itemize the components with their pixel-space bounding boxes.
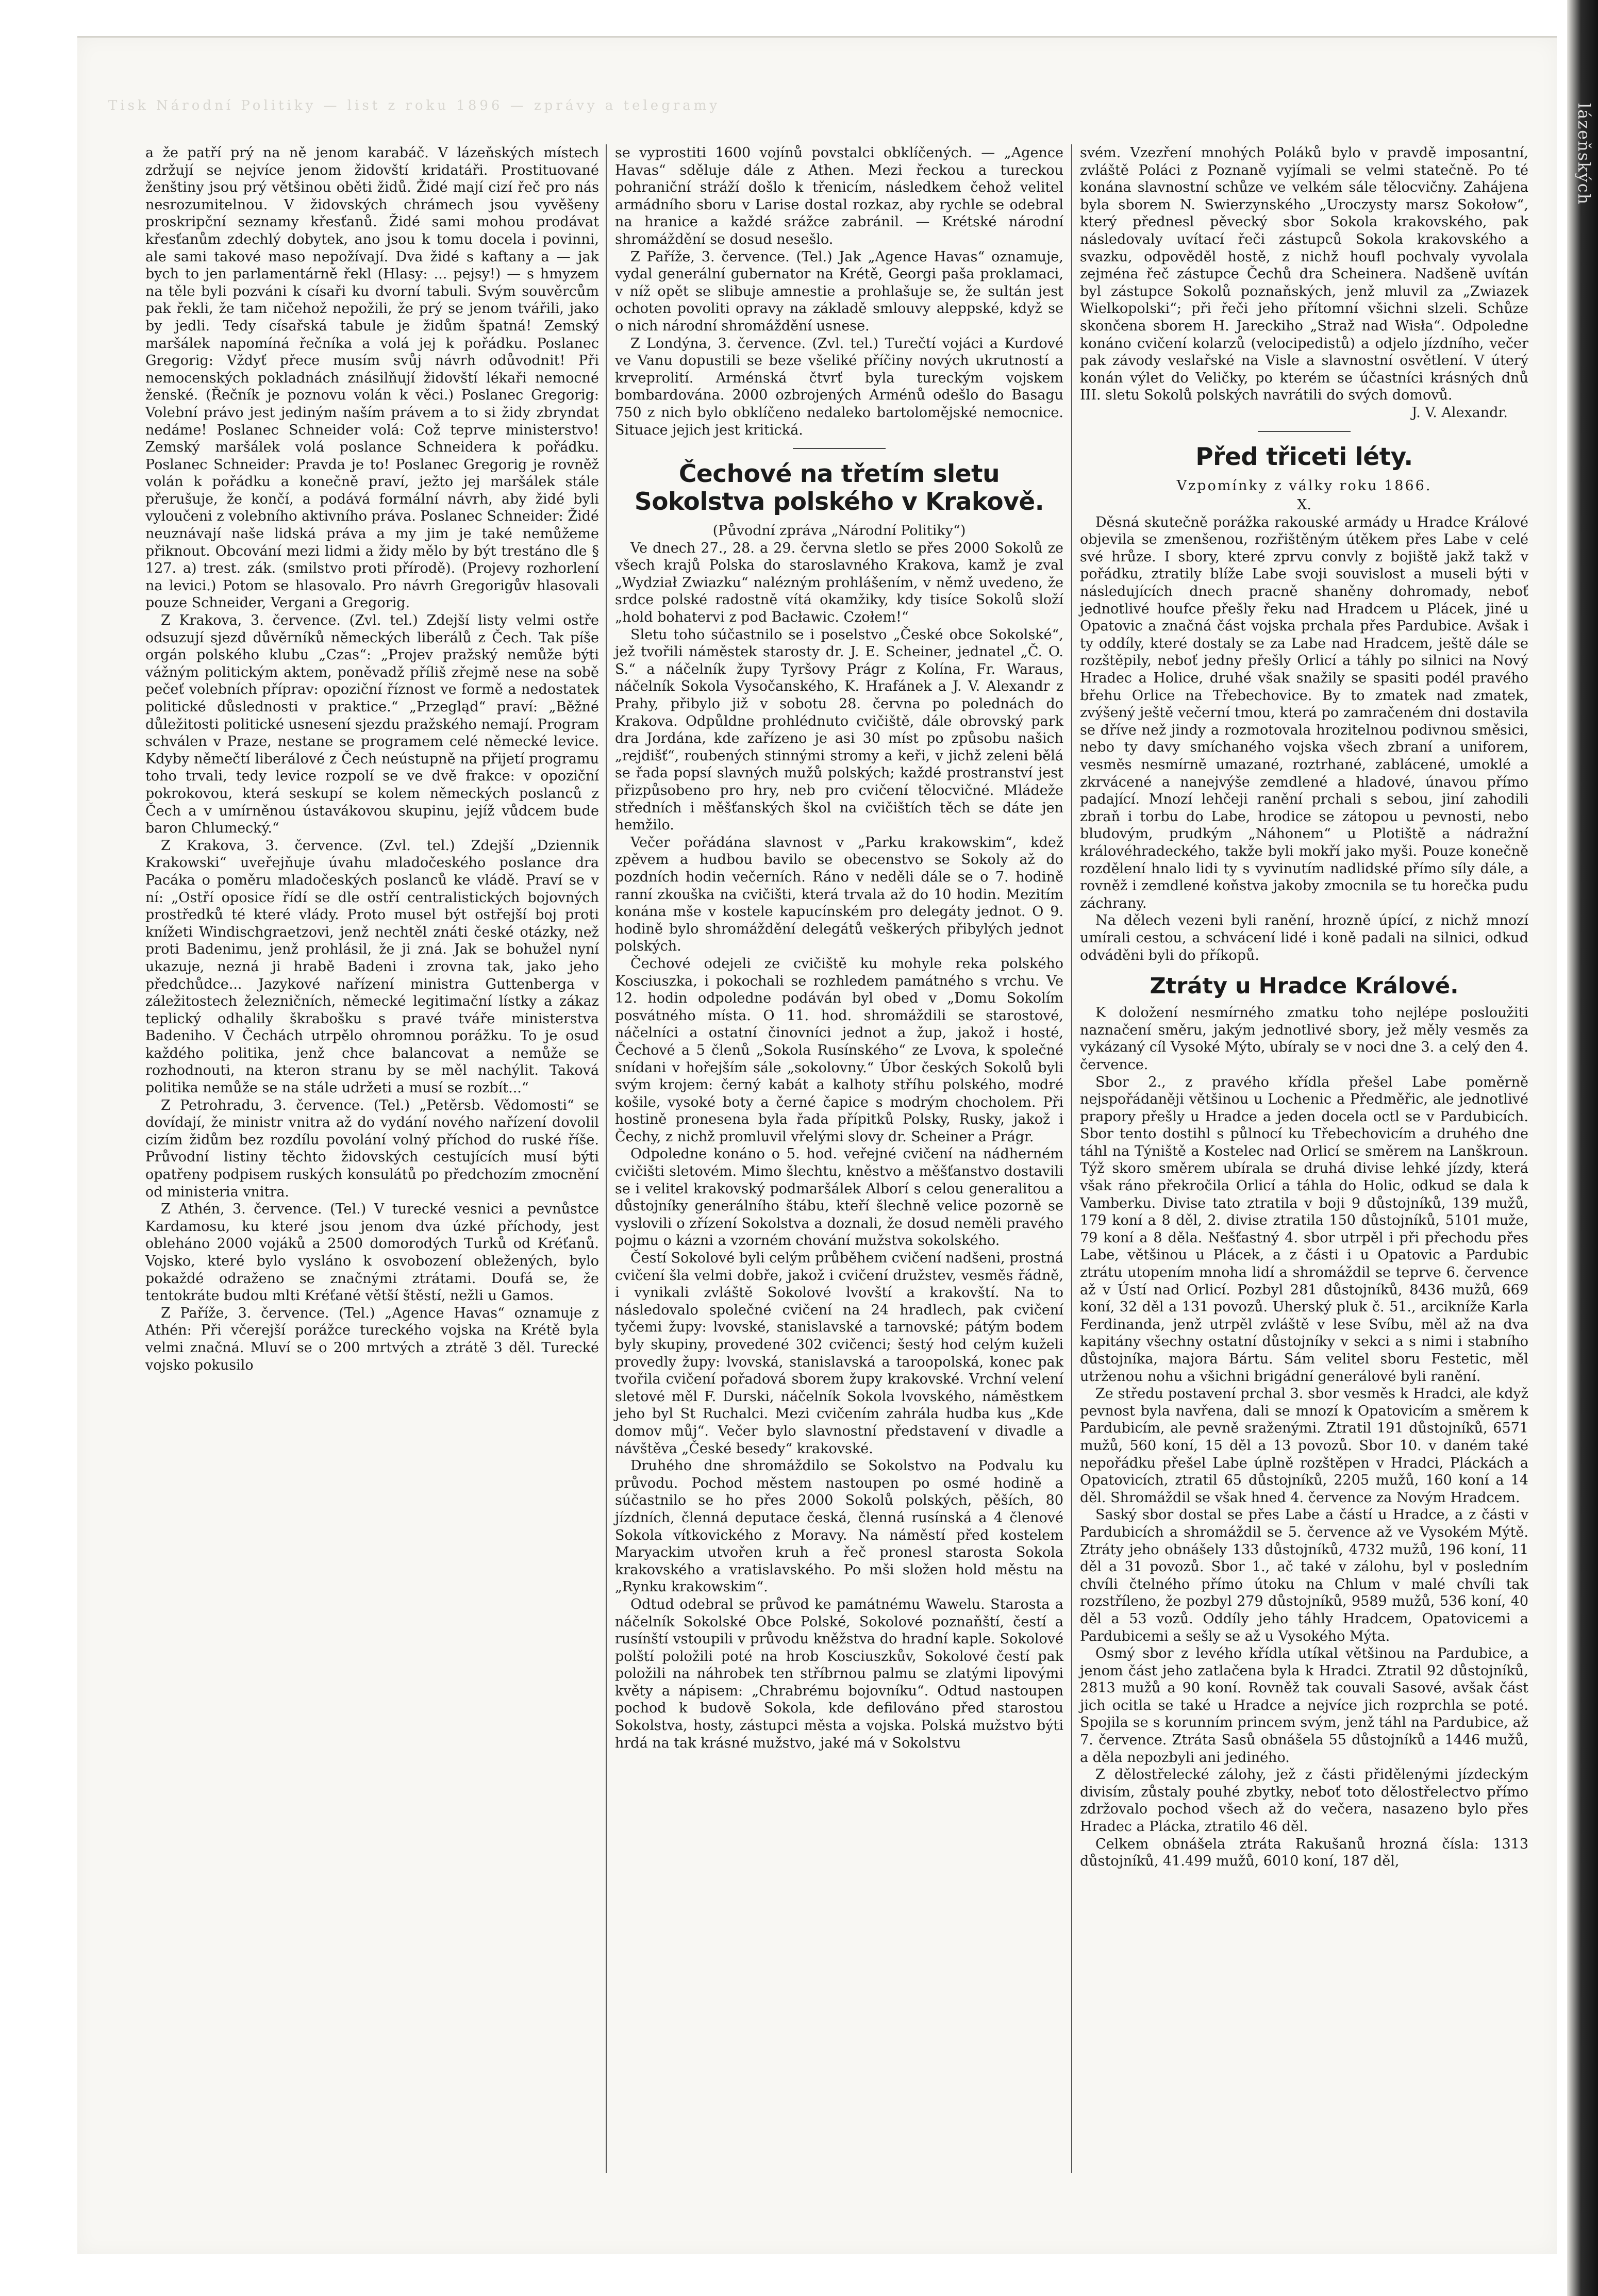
paragraph: Ve dnech 27., 28. a 29. června sletlo se přes 2000 Sokolů ze všech krajů Polska do staroslavného Krakova, kamž je zval „Wydział Zwiazku“ nalézným prohlášením, v němž uvedeno, že srdce polské radostně vítá okamžiky, kdy tisíce Sokolů složí „hold bohatervi z pod Bacławic. Czołem!“ <box>615 540 1063 626</box>
paragraph: Z dělostřelecké zálohy, jež z části přidělenými jízdeckým divisím, zůstaly pouhé zbytky, neboť toto dělostřelectvo přímo zdržovalo pochod všech až do večera, nasazeno bylo přes Hradec a Plácka, ztratilo 46 děl. <box>1080 1767 1528 1835</box>
paragraph: Odtud odebral se průvod ke památnému Wawelu. Starosta a náčelník Sokolské Obce Polské, Sokolové poznaňští, čestí a rusínští vstoupili v průvodu kněžstva do hradní kaple. Sokolové polští položili poté na hrob Kosciuszkův, Sokolové čestí pak položili na náhrobek ten stříbrnou palmu se zlatými lipovými květy a nápisem: „Chrabrému bojovníku“. Odtud nastoupen pochod k budově Sokola, kde defilováno před starostou Sokolstva, hosty, zástupci města a vojska. Polská mužstvo býti hrdá na tak krásné mužstvo, jaké má v Sokolstvu <box>615 1596 1063 1751</box>
separator-line <box>793 448 886 449</box>
column-1 <box>145 144 599 1374</box>
column-rule <box>1071 144 1072 2173</box>
feuilleton-subheading: Vzpomínky z války roku 1866. <box>1176 477 1432 494</box>
side-strip-text: lázeňských <box>1574 103 1594 206</box>
paragraph: K doložení nesmírného zmatku toho nejlépe posloužiti naznačení směru, jakým jednotlivé sbory, jež měly vesměs za vykázaný cíl Vysoké Mýto, ubíraly se v noci dne 3. a celý den 4. července. <box>1080 1005 1528 1073</box>
paragraph: Ze středu postavení prchal 3. sbor vesměs k Hradci, ale když pevnost byla navřena, dali se mnozí k Opatovicím a směrem k Pardubicím, ale pevně sraženými. Ztratil 191 důstojníků, 6571 mužů, 560 koní, 15 děl a 13 povozů. Sbor 10. v daném také nepořádku přešel Labe úplně rozštěpen v Hradci, Pláckách a Opatovicích, ztratil 65 důstojníků, 2205 mužů, 160 koní a 14 děl. Shromáždil se však hned 4. července za Novým Hradcem. <box>1080 1386 1528 1506</box>
paragraph: Děsná skutečně porážka rakouské armády u Hradce Králové objevila se zmenšenou, rozřištěným útěkem přes Labe v celé své hrůze. I sbory, které zprvu convly z bojiště jakž takž v pořádku, ztratily blíže Labe svoji souvislost a museli býti v následujících dnech pracně shaněny dohromady, neboť jednotlivé houfce přešly řeku nad Hradcem u Plácek, jiné u Opatovic a značná část vojska prchala přes Pardubice. Avšak i ty oddíly, které dostaly se za Labe nad Hradcem, ještě dále se rozštěpily, neboť jedny přešly Orlicí a táhly po silnici na Nový Hradec a Holice, druhé však snažily se spasiti podél pravého břehu Orlice na Třebechovice. By to zmatek nad zmatek, zvýšený ještě večerní tmou, která po zamračeném dni dostavila se dříve než jindy a rozmotovala hrozitelnou podivnou směsici, nebo ty davy smíchaného vojska všech zbraní a uniforem, vesměs nesmírně umazané, roztrhané, zablácené, umoklé a zkrvácené a nanejvýše zemdlené a hladové, únavou přímo padající. Mnozí lehčeji ranění prchali s sebou, jiní zahodili zbraň i torbu do Labe, hrodice se zátopou u pevnosti, nebo bludovým, prudkým „Náhonem“ u Plotiště a nádražní královéhradeckého, takže byli mokří jako myši. Pouze konečně rozdělení hnalo lidi ty s vyvinutím nadlidské přímo síly dále, a rovněž i zemdlené koňstva jakoby zmocnila se tu horečka pudu záchrany. <box>1080 514 1528 911</box>
paragraph: Saský sbor dostal se přes Labe a částí u Hradce, a z části v Pardubicích a shromáždil se 5. července až ve Vysokém Mýtě. Ztráty jeho obnášely 133 důstojníků, 4732 mužů, 196 koní, 11 děl a 31 povozů. Sbor 1., ač také v zálohu, byl v posledním chvíli čtelného přímo útoku na Chlum v malé chvíli tak rozstříleno, že pozbyl 279 důstojníků, 9589 mužů, 536 koní, 40 děl a 53 vozů. Oddíly jeho táhly Hradcem, Opatovicemi a Pardubicemi a sešly se až u Vysokého Mýta. <box>1080 1507 1528 1644</box>
paragraph: Čestí Sokolové byli celým průběhem cvičení nadšeni, prostná cvičení šla velmi dobře, jakož i cvičení družstev, vesměs řádně, i vynikali zvláště Sokolové lvovští a krakovští. Na to následovalo společné cvičení na 24 hradlech, pak cvičení tyčemi župy: lvovské, stanislavské a tarnovské; pátým bodem byly skupiny, provedené 302 cvičenci; šestý hod celým kuželi provedly župy: lvovská, stanislavská a taroopolská, konec pak tvořila cvičení pořadová sborem župy krakovské. Vrchní velení sletové měl F. Durski, náčelník Sokola lvovského, náměstkem jeho byl St Ruchalci. Mezi cvičením zahrála hudba kus „Kde domov můj“. Večer bylo slavnostní představení v divadle a návštěva „České besedy“ krakovské. <box>615 1250 1063 1457</box>
paragraph: Večer pořádána slavnost v „Parku krakowskim“, kdež zpěvem a hudbou bavilo se obecenstvo se Sokoly až do pozdních hodin večerních. Ráno v neděli dále se o 7. hodině ranní zkouška na cvičišti, která trvala až do 10 hodin. Mezitím konána mše v kostele kapucínském pro delegáty jednot. O 9. hodině bylo shromáždění delegátů veškerých přibylých jednot polských. <box>615 834 1063 955</box>
paragraph: Z Londýna, 3. července. (Zvl. tel.) Turečtí vojáci a Kurdové ve Vanu dopustili se beze všeliké příčiny nových ukrutností a krveprolití. Arménská čtvrť byla tureckým vojskem bombardována. 2000 ozbrojených Arménů odešlo do Basagu 750 z nich bylo obklíčeno nedaleko bartolomějské nemocnice. Situace jejich jest kritická. <box>615 335 1063 438</box>
paragraph: Z Athén, 3. července. (Tel.) V turecké vesnici a pevnůstce Kardamosu, ku které jsou jenom dva úzké příchody, jest obleháno 2000 vojáků a 2500 domorodých Turků od Kréťanů. Vojsko, které bylo vysláno k osvobození obležených, bylo pokaždé odraženo se značnými ztrátami. Doufá se, že tentokráte budou mlti Kréťané větší štěstí, nežli u Gamos. <box>145 1201 599 1304</box>
column-rule <box>606 144 607 2173</box>
chapter-number: X. <box>1297 497 1311 513</box>
article-heading: Čechové na třetím sletu Sokolstva polského v Krakově. <box>634 460 1044 517</box>
paragraph: Čechové odejeli ze cvičiště ku mohyle reka polského Kosciuszka, i pokochali se rozhledem památného s vrchu. Ve 12. hodin odpoledne podáván byl obed v „Domu Sokolím posvátného místa. O 11. hod. shromáždili se starostové, náčelníci a ostatní činovníci jednot a žup, jakož i hosté, Čechové a 5 členů „Sokola Rusínského“ ze Lvova, k společné snídani v hořejším sále „sokolovny.“ Úbor českých Sokolů byli svým krojem: černý kabát a kalhoty stříhu polského, modré košile, vysoké boty a černé čapice s modrým chocholem. Při hostině pronesena byla řada přípitků Polsky, Rusky, jakož i Čechy, z nichž promluvil vřelými slovy dr. Scheiner a Prágr. <box>615 955 1063 1145</box>
paragraph: svém. Vzezření mnohých Poláků bylo v pravdě imposantní, zvláště Poláci z Poznaně vyjímali se velmi statečně. Po té konána slavnostní schůze ve velkém sále tělocvičny. Zahájena byla sborem N. Swierzynského „Uroczysty marsz Sokołow“, který přednesl pěvecký sbor Sokola krakovského, pak následovaly uvítací řeči zástupců Sokola krakovského a svazku, odpověděl hostě, z nichž houfl pochvaly vyvolala zejména řeč zástupce Čechů dra Scheinera. Nadšeně uvítán byl zástupce Sokolů poznaňských, jenž mluvil za „Zwiazek Wielkopolski“; při řeči jeho přítomní všichni slzeli. Schůze skončena sborem H. Jareckiho „Straž nad Wisła“. Odpoledne konáno cvičení kolarzů (velocipedistů) a odjelo jízdního, večer pak závody veslařské na Visle a slavnostní osvětlení. V úterý konán výlet do Veličky, po kterém se účastníci krásných dnů III. sletu Sokolů polských navrátili do svých domovů. <box>1080 145 1528 404</box>
paragraph: Osmý sbor z levého křídla utíkal většinou na Pardubice, a jenom část jeho zatlačena byla k Hradci. Ztratil 92 důstojníků, 2813 mužů a 90 koní. Rovněž tak couvali Sasové, avšak část jich ocitla se také u Hradce a nejvíce jich rozprchla se poté. Spojila se s korunním princem svým, jenž táhl na Pardubice, až 7. července. Ztráta Sasů obnášela 55 důstojníků a 1446 mužů, a děla nepozbyli ani jediného. <box>1080 1645 1528 1766</box>
column-2 <box>615 144 1063 1752</box>
separator-line <box>1258 431 1351 432</box>
feuilleton-heading: Před třiceti léty. <box>1195 442 1413 471</box>
paragraph: se vyprostiti 1600 vojínů povstalci obklíčených. — „Agence Havas“ sděluje dále z Athen. Mezi řeckou a tureckou pohraniční stráží došlo k třenicím, následkem čehož velitel armádního sboru v Larise dostal rozkaz, aby rychle se odebral na hranice a každé srážce zabránil. — Krétské národní shromáždění se dosud nesešlo. <box>615 145 1063 247</box>
paragraph: Sletu toho súčastnilo se i poselstvo „České obce Sokolské“, jež tvořili náměstek starosty dr. J. E. Scheiner, jednatel „Č. O. S.“ a náčelník župy Tyršovy Prágr z Kolína, Fr. Waraus, náčelník Sokola Vysočanského, K. Hrafánek a J. V. Alexandr z Prahy, přibylo již v sobotu 28. června po polednách do Krakova. Odpůldne prohlédnuto cvičiště, dále obrovský park dra Jordána, kde zařízeno je asi 30 míst po způsobu našich „rejdišť“, roubených stinnými stromy a keři, v jichž zeleni bělá se řada popsí slavných mužů polských; každé prostranství jest přizpůsobeno pro hry, neb pro cvičení tělocvičné. Mládeže středních i měšťanských škol na cvičištích těch se dáte jen hemžilo. <box>615 626 1063 834</box>
paragraph: Z Paříže, 3. července. (Tel.) „Agence Havas“ oznamuje z Athén: Při včerejší porážce tureckého vojska na Krétě byla velmi značná. Mluví se o 200 mrtvých a ztrátě 3 děl. Turecké vojsko pokusilo <box>145 1305 599 1373</box>
paragraph: Odpoledne konáno o 5. hod. veřejné cvičení na nádherném cvičišti sletovém. Mimo šlechtu, kněstvo a měšťanstvo dostavili se i velitel krakovský podmaršálek Alborí s celou generalitou a důstojníky generálního štábu, kteří šlechně velice pozorně se vyslovili o zřízení Sokolstva a doznali, že dosud neměli pravého pojmu o kázni a vzorném chování mužstva sokolského. <box>615 1146 1063 1249</box>
paragraph: a že patří prý na ně jenom karabáč. V lázeňských místech zdržují se nejvíce jenom židovští kridatáři. Prostituované ženštiny jsou prý většinou oběti židů. Židé mají cizí řeč pro nás nesrozumitelnou. V židovských chrámech jsou vyvěšeny proskripční seznamy křesťanů. Židé sami mohou prodávat křesťanům zdechlý dobytek, ano jsou k tomu docela i povinni, ale sami takové maso nepožívají. Dva židé s kaftany a — jak bych to jen parlamentárně řekl (Hlasy: ... pejsy!) — s hmyzem na těle byli pozváni k císaři ku dvorní tabuli. Svým souvěrcům pak řekli, že tam ničehož nepožili, že prý se jenom tvářili, jako by jedli. Tedy císařská tabule je židům špatná! Zemský maršálek napomíná řečníka a volá jej k pořádku. Poslanec Gregorig: Vždyť přece musím svůj návrh odůvodnit! Při nemocenských pokladnách znásilňují židovští lékaři nemocné ženské. (Řečník je poznovu volán k věci.) Poslanec Gregorig: Volební právo jest jediným naším právem a to si židy zbryndat nedáme! Poslanec Schneider volá: Což teprve ministerstvo! Zemský maršálek volá poslance Schneidera k pořádku. Poslanec Schneider: Pravda je to! Poslanec Gregorig je rovněž volán k pořádku a konečně praví, ježto jej maršálek stále přerušuje, že končí, a podává formální návrh, aby židé byli vyloučeni z volebního aktivního práva. Poslanec Schneider: Židé neuznávají naše lidská práva a my jim je také nemůžeme přiknout. Obcování mezi lidmi a židy mělo by být trestáno dle § 127. a) trest. zák. (smilstvo proti přírodě). (Projevy rozhorlení na levici.) Potom se hlasovalo. Pro návrh Gregorigův hlasovali pouze Schneider, Vergani a Gregorig. <box>145 145 599 611</box>
paragraph: Z Krakova, 3. července. (Zvl. tel.) Zdejší listy velmi ostře odsuzují sjezd důvěrníků německých liberálů z Čech. Tak píše orgán polského klubu „Czas“: „Projev pražský nemůže býti vážným politickým aktem, poněvadž příliš zřejmě nese na sobě pečeť volebních příprav: opoziční říznost ve formě a nedostatek politické důslednosti v praktice.“ „Przegląd“ praví: „Běžné důležitosti politické usnesení sjezdu pražského nemají. Program schválen v Praze, nestane se programem celé německé levice. Kdyby němečtí liberálové z Čech neústupně na přijetí programu toho trvali, tedy levice rozpolí se ve dvě frakce: v opoziční pokrokovou, která seskupí se kolem německých poslanců z Čech a v umírněnou ústavákovou skupinu, jejíž vůdcem bude baron Chlumecký.“ <box>145 612 599 837</box>
paragraph: Na dělech vezeni byli ranění, hrozně úpící, z nichž mnozí umírali cestou, a schvácení lidé i koně padali na silnici, odkud odváděni byli do příkopů. <box>1080 912 1528 963</box>
binding-edge <box>1567 0 1598 2296</box>
paragraph: Druhého dne shromáždilo se Sokolstvo na Podvalu ku průvodu. Pochod městem nastoupen po osmé hodině a súčastnilo se ho přes 2000 Sokolů polských, pěších, 80 jízdních, členná deputace česká, členná rusínská a 4 členové Sokola vítkovického z Moravy. Na náměstí před kostelem Maryackim utvořen kruh a řeč pronesl starosta Sokola krakovského a vratislavského. Po mši složen hold městu na „Rynku krakowskim“. <box>615 1458 1063 1595</box>
column-3 <box>1080 144 1528 1870</box>
bleed-through-header: Tisk Národní Politiky — list z roku 1896 — zprávy a telegramy <box>108 98 721 113</box>
paragraph: Z Krakova, 3. července. (Zvl. tel.) Zdejší „Dziennik Krakowski“ uveřejňuje úvahu mladočeského poslance dra Pacáka o poměru mladočeských poslanců ke vládě. Praví se v ní: „Ostří oposice řídí se dle ostří centralistických bojovných prostředků té které vlády. Proto musel být ostřejší boj proti knížeti Windischgraetzovi, jenž nechtěl znáti české otázky, než proti Badenimu, jenž prohlásil, že ji zná. Jak se bohužel nyní ukazuje, nezná ji hrabě Badeni i zrovna tak, jako jeho předchůdce... Jazykové nařízení ministra Guttenberga v záležitostech železničních, německé legitimační lístky a zákaz teplický odhalily škrabošku s pravé tváře ministerstva Badeniho. V Čechách utrpělo ohromnou porážku. To je osud každého politika, jenž chce balancovat a nemůže se rozhodnouti, na kteron stranu by se měl nachýlit. Taková politika nemůže se na stále udržeti a musí se rozbít...“ <box>145 837 599 1096</box>
paragraph: Celkem obnášela ztráta Rakušanů hrozná čísla: 1313 důstojníků, 41.499 mužů, 6010 koní, 187 děl, <box>1080 1836 1528 1870</box>
paragraph: Sbor 2., z pravého křídla přešel Labe poměrně nejspořádaněji většinou u Lochenic a Předměřic, ale jednotlivé prapory přešly u Hradce a jeden docela octl se v Pardubicích. Sbor tento dostihl s půlnocí ku Třebechovicím a druhého dne táhl na Týniště a Kostelec nad Orlicí se směrem na Lanškroun. Týž skoro směrem ubírala se druhá divise lehké jízdy, která však ráno překročila Orlicí a táhla do Holic, odkud se dala k Vamberku. Divise tato ztratila v boji 9 důstojníků, 139 mužů, 179 koní a 8 děl, 2. divise ztratila 150 důstojníků, 5101 muže, 79 koní a 8 děla. Nešťastný 4. sbor utrpěl i při přechodu přes Labe, většinou u Plácek, a z části i u Opatovic a Pardubic ztrátu utopením mnoha lidí a shromáždil se teprve 6. července až v Ústí nad Orlicí. Pozbyl 281 důstojníků, 8436 mužů, 669 koní, 32 děl a 131 povozů. Uherský pluk č. 51., arcikníže Karla Ferdinanda, jenž utrpěl zvláště v lese Svíbu, měl až na dva kapitány všechny ostatní důstojníky v sekci a s nimi i stabního důstojníka, majora Bártu. Sám velitel sboru Festetic, měl utrženou nohu a všichni brigádní generálové byli ranění. <box>1080 1074 1528 1385</box>
article-source: (Původní zpráva „Národní Politiky“) <box>712 523 966 539</box>
paragraph: Z Petrohradu, 3. července. (Tel.) „Petěrsb. Vědomosti“ se dovídají, že ministr vnitra až do vydání nového nařízení dovolil cizím židům bez rozdílu povolání volný příchod do ruské říše. Průvodní listiny těchto židovských cestujících musí býti opatřeny podpisem ruských konsulátů po předchozím zmocnění od ministeria vnitra. <box>145 1097 599 1200</box>
paragraph: Z Paříže, 3. července. (Tel.) Jak „Agence Havas“ oznamuje, vydal generální gubernator na Krétě, Georgi paša proklamaci, v níž opět se slibuje amnestie a prohlašuje se, že sultán jest ochoten povoliti opravy na základě smlouvy aleppské, když se o nich národní shromáždění usnese. <box>615 248 1063 334</box>
section-heading: Ztráty u Hradce Králové. <box>1150 973 1459 1000</box>
author-signature: J. V. Alexandr. <box>1411 404 1508 421</box>
